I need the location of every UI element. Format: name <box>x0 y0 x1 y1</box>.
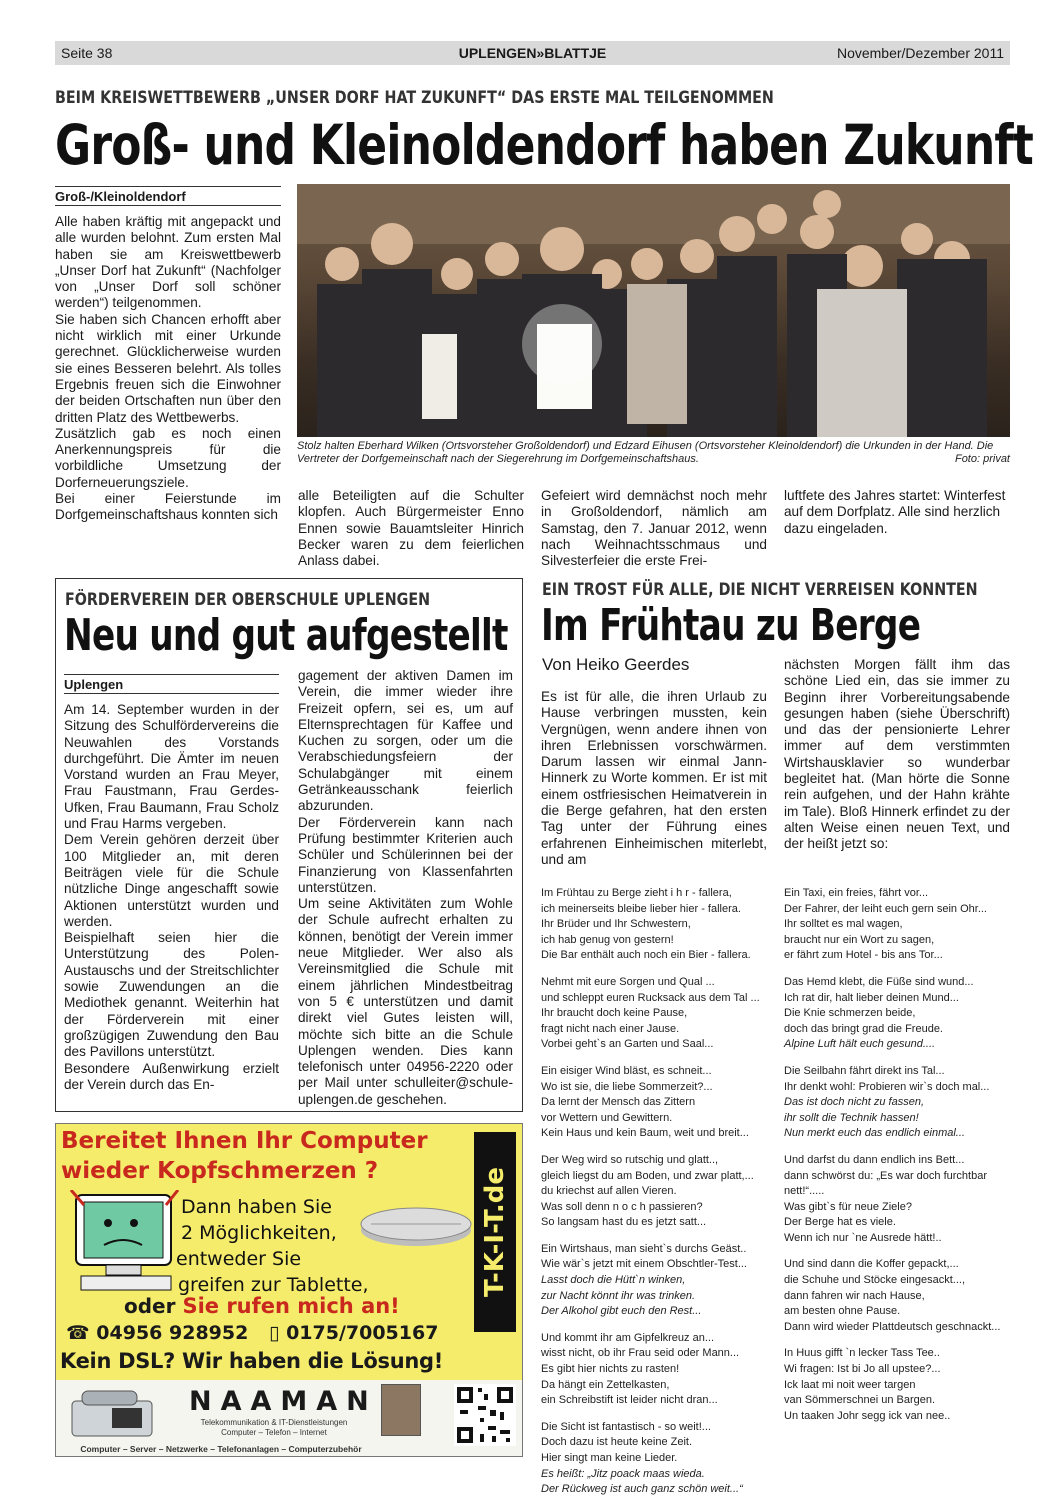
avatar <box>381 1384 421 1436</box>
poem-line: er fährt zum Hotel - bis ans Tor... <box>784 949 943 962</box>
article1-paragraph: Alle haben kräftig mit angepackt und alle wurden belohnt. Zum ersten Mal haben sie am Kreiswettbewerb „Unser Dorf hat Zukunft“ (Nachfolger von „Unser Dorf soll schöner werden“) teilgenommen. <box>55 214 281 311</box>
article2-column1 <box>64 674 279 1093</box>
poem-line: Un taaken Johr segg ick van nee.. <box>784 1409 951 1422</box>
article2-kicker: FÖRDERVEREIN DER OBERSCHULE UPLENGEN <box>65 590 431 610</box>
article1-headline: Groß- und Kleinoldendorf haben Zukunft <box>55 113 1033 177</box>
article3-paragraph: Es ist für alle, die ihren Urlaub zu Hause verbringen mussten, kein Vergnügen, wenn andere ihnen von ihren Erlebnissen vorschwärmen. Darum lassen wir einmal Jann-Hinnerk zu Worte kommen. Er ist mit einem ostfriesischen Heimatverein in die Berge gefahren, hat den ersten Tag unter der Führung eines erfahrenen Einheimischen miterlebt, und am <box>541 689 767 867</box>
ad-headline-2: wieder Kopfschmerzen ? <box>61 1158 379 1184</box>
poem-line: doch das bringt grad die Freude. <box>784 1022 943 1035</box>
poem-stanza <box>541 1242 777 1320</box>
poem-line: Dann wird wieder Plattdeutsch geschnackt... <box>784 1320 1001 1333</box>
poem-line: van Sömmerschnei un Bargen. <box>784 1394 936 1407</box>
page-header <box>55 41 1010 65</box>
poem-line: Ich rat dir, halt lieber deinen Mund... <box>784 991 959 1004</box>
poem-left-column <box>541 886 777 1509</box>
mobile-icon: ▯ <box>268 1322 280 1344</box>
poem-line: am besten ohne Pause. <box>784 1305 901 1318</box>
poem-line: Der Alkohol gibt euch den Rest... <box>541 1305 702 1318</box>
article1-kicker: BEIM KREISWETTBEWERB „UNSER DORF HAT ZUKUNFT“ DAS ERSTE MAL TEILGENOMMEN <box>55 88 774 108</box>
ad-phones <box>66 1322 438 1344</box>
tablet-pill-icon <box>356 1202 476 1252</box>
poem-line: Das Hemd klebt, die Füße sind wund... <box>784 975 974 988</box>
caption-text: Stolz halten Eberhard Wilken (Ortsvorsteher Großoldendorf) und Edzard Eihusen (Ortsvorsteher Kleinoldendorf) die Urkunden in der Hand. Die Vertreter der Dorfgemeinschaft nach der Siegerehrung im Dorfgemeinschaftshaus. <box>297 440 994 465</box>
ad-services: Computer – Server – Netzwerke – Telefonanlagen – Computerzubehör <box>80 1444 362 1454</box>
article2-paragraph: Am 14. September wurden in der Sitzung des Schulfördervereins die Neuwahlen des Vorstands durchgeführt. Die Ämter im neuen Vorstand wurden an Frau Meyer, Frau Faustmann, Frau Gerdes-Ufken, Frau Baumann, Frau Scholz und Frau Harms vergeben. <box>64 702 279 832</box>
article2-paragraph: Dem Verein gehören derzeit über 100 Mitglieder an, mit deren Beiträgen viele für die Schule nützliche Dinge angeschafft sowie Aktionen unterstützt wurden und werden. <box>64 832 279 929</box>
poem-stanza <box>784 886 1010 964</box>
ad-call-me: Sie rufen mich an! <box>182 1294 400 1318</box>
article2-place: Uplengen <box>64 674 279 694</box>
photo-credit: Foto: privat <box>954 453 1010 465</box>
article3-column2 <box>784 657 1010 853</box>
poem-stanza <box>541 1331 777 1409</box>
article1-column3 <box>541 488 767 569</box>
article1-paragraph: Bei einer Feierstunde im Dorfgemeinschaftshaus konnten sich <box>55 491 281 523</box>
article1-paragraph: Sie haben sich Chancen erhofft aber nicht wirklich mit einer Urkunde gerechnet. Glücklicherweise wurden sie eines Besseren belehrt. Als tolles Ergebnis freuen sich die Einwohner der beiden Ortschaften nun über den dritten Platz des Wettbewerbs. <box>55 311 281 425</box>
poem-line: Was soll denn n o c h passieren? <box>541 1200 703 1213</box>
poem-stanza <box>541 1153 777 1231</box>
article1-paragraph: Zusätzlich gab es noch einen Anerkennungspreis für die vorbildliche Umsetzung der Dorferneuerungsziele. <box>55 425 281 490</box>
article2-paragraph: gagement der aktiven Damen im Verein, die immer wieder ihre Freizeit opfern, sei es, um auf Elternsprechtagen für Kaffee und Kuchen zu sorgen, oder um die Verabschiedungsfeiern der Schulabgänger mit einem Getränkeausschank feierlich abzurunden. <box>298 668 513 814</box>
article3-kicker: EIN TROST FÜR ALLE, DIE NICHT VERREISEN KONNTEN <box>542 580 978 600</box>
poem-line: Ihr Brüder und Ihr Schwestern, <box>541 918 691 931</box>
ad-line-4: 2 Möglichkeiten, <box>181 1222 337 1244</box>
poem-line: Ein Wirtshaus, man sieht`s durchs Geäst.. <box>541 1242 747 1255</box>
poem-line: fragt nicht nach einer Jause. <box>541 1022 680 1035</box>
article1-column2 <box>298 488 524 569</box>
poem-stanza <box>784 1257 1010 1335</box>
ad-line-5: entweder Sie <box>176 1248 302 1270</box>
poem-line: Ein eisiger Wind bläst, es schneit... <box>541 1064 712 1077</box>
qr-code-icon[interactable] <box>454 1384 516 1446</box>
poem-stanza <box>541 886 777 964</box>
article1-paragraph: alle Beteiligten auf die Schulter klopfen. Auch Bürgermeister Enno Ennen sowie Bauamtsleiter Hinrich Becker waren zu dem feierlichen Anlass dabei. <box>298 488 524 569</box>
poem-line: Wenn ich nur `ne Ausrede hätt!.. <box>784 1231 942 1244</box>
poem-line: braucht nur ein Wort zu sagen, <box>784 933 935 946</box>
poem-line: Die Sicht ist fantastisch - so weit!... <box>541 1420 711 1433</box>
ad-side-banner <box>474 1132 516 1332</box>
ad-company-sub2: Computer – Telefon – Internet <box>221 1428 327 1437</box>
issue-date: November/Dezember 2011 <box>836 45 1004 61</box>
ad-company-sub1: Telekommunikation & IT-Dienstleistungen <box>200 1418 348 1427</box>
article1-paragraph: luftfete des Jahres startet: Winterfest auf dem Dorfplatz. Alle sind herzlich dazu eingeladen. <box>784 488 1006 536</box>
poem-line: Der Rückweg ist auch ganz schön weit...“ <box>541 1483 743 1496</box>
poem-line: gleich liegst du am Boden, und zwar platt,... <box>541 1169 754 1182</box>
poem-line: die Schuhe und Stöcke eingesackt..., <box>784 1274 966 1287</box>
poem-line: Lasst doch die Hütt`n winken, <box>541 1274 686 1287</box>
poem-line: zur Nacht könnt ihr was trinken. <box>541 1289 696 1302</box>
poem-line: Im Frühtau zu Berge zieht i h r - fallera, <box>541 887 732 899</box>
poem-stanza <box>541 1064 777 1142</box>
poem-line: Nehmt mit eure Sorgen und Qual ... <box>541 975 715 988</box>
poem-line: vor Wettern und Gewittern. <box>541 1111 673 1124</box>
ad-dsl-slogan: Kein DSL? Wir haben die Lösung! <box>60 1349 444 1373</box>
poem-stanza <box>784 1064 1010 1142</box>
group-photo-illustration <box>297 184 1010 437</box>
poem-line: Und sind dann die Koffer gepackt,... <box>784 1258 959 1271</box>
ad-line-7 <box>124 1294 400 1318</box>
article2-headline: Neu und gut aufgestellt <box>64 610 508 661</box>
poem-line: Ihr denkt wohl: Probieren wir`s doch mal... <box>784 1080 990 1093</box>
poem-line: Ick laat mi noit weer targen <box>784 1378 916 1391</box>
poem-line: du kriechst auf allen Vieren. <box>541 1185 677 1198</box>
article1-caption <box>297 440 1010 466</box>
poem-right-column <box>784 886 1010 1435</box>
article1-paragraph: Gefeiert wird demnächst noch mehr in Großoldendorf, nämlich am Samstag, den 7. Januar 2012, wenn nach Weihnachtsschmaus und Silvesterfeier die erste Frei- <box>541 488 767 569</box>
article3-byline: Von Heiko Geerdes <box>542 655 690 674</box>
poem-line: In Huus gifft `n lecker Tass Tee.. <box>784 1347 940 1360</box>
article1-photo <box>297 184 1010 437</box>
article3-headline: Im Frühtau zu Berge <box>541 600 921 651</box>
poem-line: Es heißt: „Jitz poack maas wieda. <box>541 1467 705 1480</box>
poem-line: Und kommt ihr am Gipfelkreuz an... <box>541 1331 715 1344</box>
poem-stanza <box>784 1153 1010 1247</box>
page-number: Seite 38 <box>61 45 113 61</box>
poem-line: Ihr braucht doch keine Pause, <box>541 1007 688 1020</box>
poem-line: Was gibt`s für neue Ziele? <box>784 1200 912 1213</box>
poem-line: Ein Taxi, ein freies, fährt vor... <box>784 887 929 899</box>
article2-paragraph: Um seine Aktivitäten zum Wohle der Schule aufrecht erhalten zu können, benötigt der Verein immer neue Mitglieder. Wer also als Vereinsmitglied die Schule mit einem jährlichen Mindestbeitrag von 5 € unterstützen und damit direkt viel Gutes leisten will, möchte sich bitte an die Schule Uplengen wenden. Dies kann telefonisch unter 04956-2220 oder per Mail unter schulleiter@schule-uplengen.de geschehen. <box>298 896 513 1107</box>
poem-line: Der Weg wird so rutschig und glatt.., <box>541 1153 719 1166</box>
poem-line: Wie wär`s jetzt mit einem Obschtler-Test... <box>541 1258 747 1271</box>
ad-oder: oder <box>124 1294 176 1318</box>
poem-line: Der Berge hat es viele. <box>784 1216 896 1229</box>
poem-line: Vorbei geht`s an Garten und Saal... <box>541 1038 714 1051</box>
article2-paragraph: Besondere Außenwirkung erzielt der Verein durch das En- <box>64 1060 279 1092</box>
article3-column1 <box>541 689 767 868</box>
poem-line: Nun merkt euch das endlich einmal... <box>784 1127 965 1140</box>
poem-line: Das ist doch nicht zu fassen, <box>784 1096 925 1109</box>
ad-website[interactable]: T-K-I-T.de <box>480 1167 510 1297</box>
article2-column2 <box>298 668 513 1108</box>
poem-line: Die Bar enthält auch noch ein Bier - fallera. <box>541 949 751 962</box>
poem-line: Ihr solltet es mal wagen, <box>784 918 903 931</box>
article2-paragraph: Der Förderverein kann nach Prüfung bestimmter Kriterien auch Schüler und Schülerinnen bei der Finanzierung von Klassenfahrten unterstützen. <box>298 814 513 895</box>
article1-place: Groß-/Kleinoldendorf <box>55 186 281 206</box>
poem-line: So langsam hast du es jetzt satt... <box>541 1216 707 1229</box>
article1-column4 <box>784 488 1010 537</box>
poem-line: dann fahren wir nach Hause, <box>784 1289 925 1302</box>
poem-line: ihr sollt die Technik hassen! <box>784 1111 919 1124</box>
poem-line: und schleppt euren Rucksack aus dem Tal ... <box>541 991 760 1004</box>
poem-line: Wi fragen: Ist bi Jo all upstee?... <box>784 1363 941 1376</box>
poem-line: ein Schreibstift ist leider nicht dran... <box>541 1394 718 1407</box>
poem-line: Die Seilbahn fährt direkt ins Tal... <box>784 1064 945 1077</box>
poem-stanza <box>784 1346 1010 1424</box>
poem-line: Da lernt der Mensch das Zittern <box>541 1096 696 1109</box>
publication-name: UPLENGEN»BLATTJE <box>458 45 607 61</box>
poem-line: Kein Haus und kein Baum, weit und breit... <box>541 1127 749 1140</box>
poem-line: Der Fahrer, der leiht euch gern sein Ohr... <box>784 902 987 915</box>
poem-line: Hier singt man keine Lieder. <box>541 1452 678 1464</box>
poem-line: Wo ist sie, die liebe Sommerzeit?... <box>541 1080 713 1093</box>
poem-line: Da hängt ein Zettelkasten, <box>541 1378 670 1391</box>
ad-phone-mobile[interactable]: 0175/7005167 <box>286 1322 439 1344</box>
poem-line: Alpine Luft hält euch gesund.... <box>784 1038 936 1051</box>
ad-line-6: greifen zur Tablette, <box>178 1274 369 1296</box>
poem-line: Doch dazu ist heute keine Zeit. <box>541 1436 693 1449</box>
poem-stanza <box>541 1420 777 1498</box>
ad-line-3: Dann haben Sie <box>181 1196 332 1218</box>
poem-line: ich meinerseits bleibe lieber hier - fallera. <box>541 902 741 915</box>
article3-paragraph: nächsten Morgen fällt ihm das schöne Lied ein, das sie immer zu Beginn ihrer Vorbereitungsabende gesungen haben (siehe Überschrift) und das der pensionierte Lehrer immer auf dem verstimmten Wirtshausklavier so wunderbar begleitet hat. (Man hörte die Sonne rein aufgehen, und der Hahn krähte im Tale). Bloß Hinnerk erfindet zu der alten Weise einen neuen Text, und der heißt jetzt so: <box>784 657 1010 852</box>
poem-line: ich hab genug von gestern! <box>541 933 674 946</box>
poem-stanza <box>541 975 777 1053</box>
article1-column1 <box>55 186 281 524</box>
phone-icon: ☎ <box>66 1322 90 1344</box>
ad-company-name: NAAMAN <box>189 1386 378 1417</box>
poem-line: dann schwörst du: „Es war doch furchtbar nett!“..... <box>784 1169 987 1198</box>
poem-stanza <box>784 975 1010 1053</box>
poem-line: Die Knie schmerzen beide, <box>784 1007 916 1020</box>
poem-line: Es gibt hier nichts zu rasten! <box>541 1363 680 1376</box>
poem-line: Und darfst du dann endlich ins Bett... <box>784 1153 965 1166</box>
ad-phone-landline[interactable]: 04956 928952 <box>96 1322 249 1344</box>
ad-headline-1: Bereitet Ihnen Ihr Computer <box>61 1128 428 1154</box>
telephone-device-icon <box>62 1386 162 1441</box>
poem-line: wisst nicht, ob ihr Frau seid oder Mann... <box>541 1347 740 1360</box>
article2-paragraph: Beispielhaft seien hier die Unterstützung des Polen-Austauschs und der Streitschlichter sowie Zuwendungen an die Mediothek genannt. Weiterhin hat der Förderverein mit einer großzügigen Zuwendung den Bau des Pavillons unterstützt. <box>64 930 279 1060</box>
advertisement[interactable] <box>55 1123 523 1457</box>
